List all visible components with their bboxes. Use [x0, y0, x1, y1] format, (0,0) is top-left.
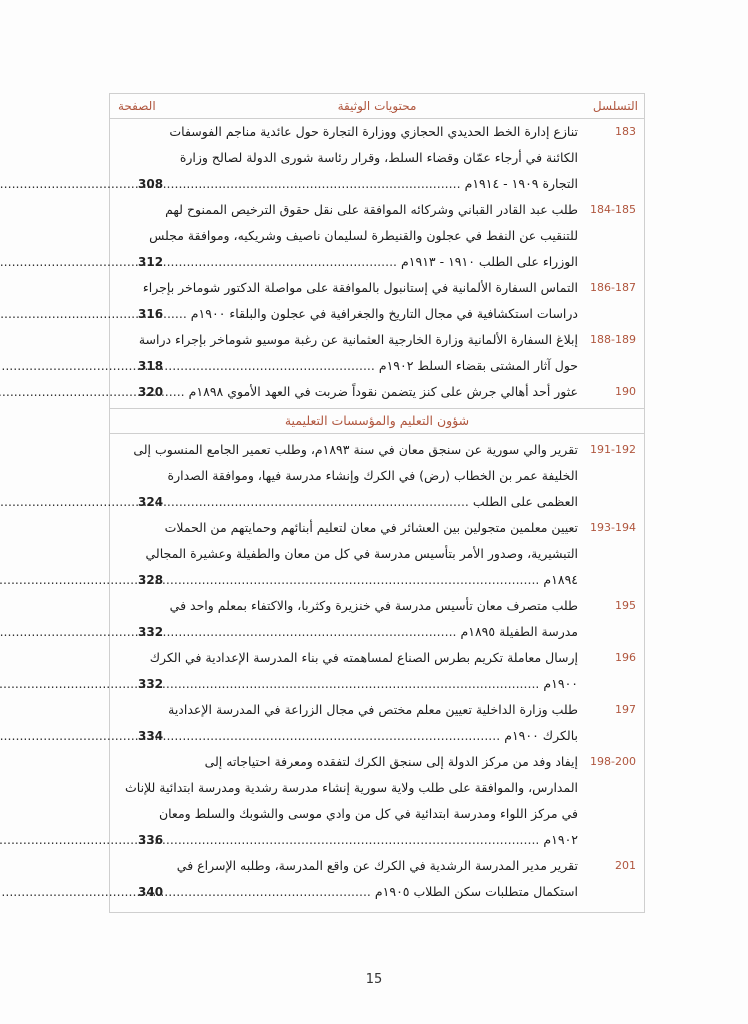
entry-text-line: إبلاغ السفارة الألمانية وزارة الخارجية العثمانية عن رغبة موسيو شوماخر بإجراء دراسة: [138, 332, 578, 347]
entry-text-last-line: [168, 353, 578, 379]
entry-text-line: في مركز اللواء ومدرسة ابتدائية في كل من وادي موسى والشوبك والسلط ومعان: [158, 806, 578, 821]
entry-last-text: دراسات استكشافية في مجال التاريخ والجغرافية في عجلون والبلقاء ١٩٠٠م: [190, 306, 578, 321]
page-number: 15: [365, 972, 383, 987]
entry-text-last-line: [168, 301, 578, 327]
entry-text-last-line: [168, 671, 578, 697]
header-contents: محتويات الوثيقة: [337, 99, 417, 113]
toc-entry: [110, 515, 644, 593]
entry-page-number: 332: [138, 625, 164, 639]
entry-page-number: 320: [138, 385, 164, 399]
entry-last-text: ١٩٠٠م: [543, 676, 578, 691]
entry-page-number: 312: [138, 255, 164, 269]
toc-entry: [110, 645, 644, 697]
entry-last-text: ١٩٠٢م: [543, 832, 578, 847]
toc-entry: [110, 437, 644, 515]
entry-sequence: 193-194: [590, 521, 636, 534]
entry-text-last-line: [168, 249, 578, 275]
entry-text-last-line: [168, 567, 578, 593]
entry-last-text: الوزراء على الطلب ١٩١٠ - ١٩١٣م: [401, 254, 578, 269]
entry-text-line: تعيين معلمين متجولين بين العشائر في معان لتعليم أبنائهم وحمايتهم من الحملات: [164, 520, 578, 535]
entry-sequence: 184-185: [590, 203, 636, 216]
header-sequence: التسلسل: [592, 99, 638, 113]
entry-last-text: ١٨٩٤م: [543, 572, 578, 587]
entry-text-last-line: [168, 619, 578, 645]
toc-entry: [110, 197, 644, 275]
toc-header: [110, 94, 644, 119]
entry-sequence: 191-192: [590, 443, 636, 456]
entry-last-text: عثور أحد أهالي جرش على كنز يتضمن نقوداً ضربت في العهد الأموي ١٨٩٨م: [188, 384, 578, 399]
entry-text-line: التبشيرية، وصدور الأمر بتأسيس مدرسة في كل من معان والطفيلة وعشيرة المجالي: [145, 546, 578, 561]
entry-sequence: 195: [615, 599, 636, 612]
entry-sequence: 197: [615, 703, 636, 716]
entry-last-text: العظمى على الطلب: [472, 494, 578, 509]
entry-page-number: 316: [138, 307, 164, 321]
entry-text-line: طلب متصرف معان تأسيس مدرسة في خنزيرة وكثربا، والاكتفاء بمعلم واحد في: [169, 598, 578, 613]
entry-last-text: بالكرك ١٩٠٠م: [504, 728, 578, 743]
entries-group-a: [110, 119, 644, 405]
entry-sequence: 183: [615, 125, 636, 138]
entry-sequence: 198-200: [590, 755, 636, 768]
entry-text-line: إيفاد وفد من مركز الدولة إلى سنجق الكرك لتفقده ومعرفة احتياجاته إلى: [204, 754, 578, 769]
entry-last-text: التجارة ١٩٠٩ - ١٩١٤م: [464, 176, 578, 191]
entry-page-number: 332: [138, 677, 164, 691]
section-title: شؤون التعليم والمؤسسات التعليمية: [110, 408, 644, 434]
entry-sequence: 190: [615, 385, 636, 398]
entry-text-line: المدارس، والموافقة على طلب ولاية سورية إنشاء مدرسة رشدية ومدرسة ابتدائية للإناث: [125, 780, 578, 795]
entry-page-number: 336: [138, 833, 164, 847]
entry-text-last-line: [168, 171, 578, 197]
table-of-contents: [109, 93, 645, 913]
entry-page-number: 308: [138, 177, 164, 191]
toc-entry: [110, 327, 644, 379]
toc-entry: [110, 119, 644, 197]
entry-last-text: استكمال متطلبات سكن الطلاب ١٩٠٥م: [374, 884, 578, 899]
entry-page-number: 328: [138, 573, 164, 587]
entry-page-number: 340: [138, 885, 164, 899]
entry-text-line: تنازع إدارة الخط الحديدي الحجازي ووزارة التجارة حول عائدية مناجم الفوسفات: [169, 124, 578, 139]
entry-last-text: حول آثار المشتى بقضاء السلط ١٩٠٢م: [378, 358, 578, 373]
header-page: الصفحة: [118, 99, 156, 113]
toc-entry: [110, 697, 644, 749]
entry-page-number: 318: [138, 359, 164, 373]
entry-sequence: 196: [615, 651, 636, 664]
entry-text-last-line: [168, 723, 578, 749]
toc-entry: [110, 853, 644, 905]
entries-group-b: [110, 437, 644, 905]
entry-sequence: 186-187: [590, 281, 636, 294]
toc-entry: [110, 593, 644, 645]
entry-page-number: 324: [138, 495, 164, 509]
entry-page-number: 334: [138, 729, 164, 743]
entry-text-line: الكائنة في أرجاء عمّان وقضاء السلط، وقرار رئاسة شورى الدولة لصالح وزارة: [179, 150, 578, 165]
entry-text-line: طلب وزارة الداخلية تعيين معلم مختص في مجال الزراعة في المدرسة الإعدادية: [168, 702, 578, 717]
entry-text-line: تقرير والي سورية عن سنجق معان في سنة ١٨٩٣م، وطلب تعمير الجامع المنسوب إلى: [133, 442, 578, 457]
entry-text-line: طلب عبد القادر القباني وشركائه الموافقة على نقل حقوق الترخيص الممنوح لهم: [165, 202, 578, 217]
entry-text-line: إرسال معاملة تكريم بطرس الصناع لمساهمته في بناء المدرسة الإعدادية في الكرك: [149, 650, 578, 665]
entry-text-line: تقرير مدير المدرسة الرشدية في الكرك عن واقع المدرسة، وطلبه الإسراع في: [176, 858, 578, 873]
entry-last-text: مدرسة الطفيلة ١٨٩٥م: [460, 624, 578, 639]
toc-entry: [110, 379, 644, 405]
entry-sequence: 201: [615, 859, 636, 872]
toc-entry: [110, 749, 644, 853]
entry-text-last-line: [168, 827, 578, 853]
entry-text-last-line: [168, 379, 578, 405]
toc-entry: [110, 275, 644, 327]
entry-text-line: للتنقيب عن النفط في عجلون والقنيطرة لسليمان ناصيف وشريكيه، وموافقة مجلس: [149, 228, 578, 243]
entry-text-last-line: [168, 489, 578, 515]
entry-sequence: 188-189: [590, 333, 636, 346]
entry-text-last-line: [168, 879, 578, 905]
entry-text-line: التماس السفارة الألمانية في إستانبول بالموافقة على مواصلة الدكتور شوماخر بإجراء: [142, 280, 578, 295]
entry-text-line: الخليفة عمر بن الخطاب (رض) في الكرك وإنشاء مدرسة فيها، وموافقة الصدارة: [167, 468, 578, 483]
